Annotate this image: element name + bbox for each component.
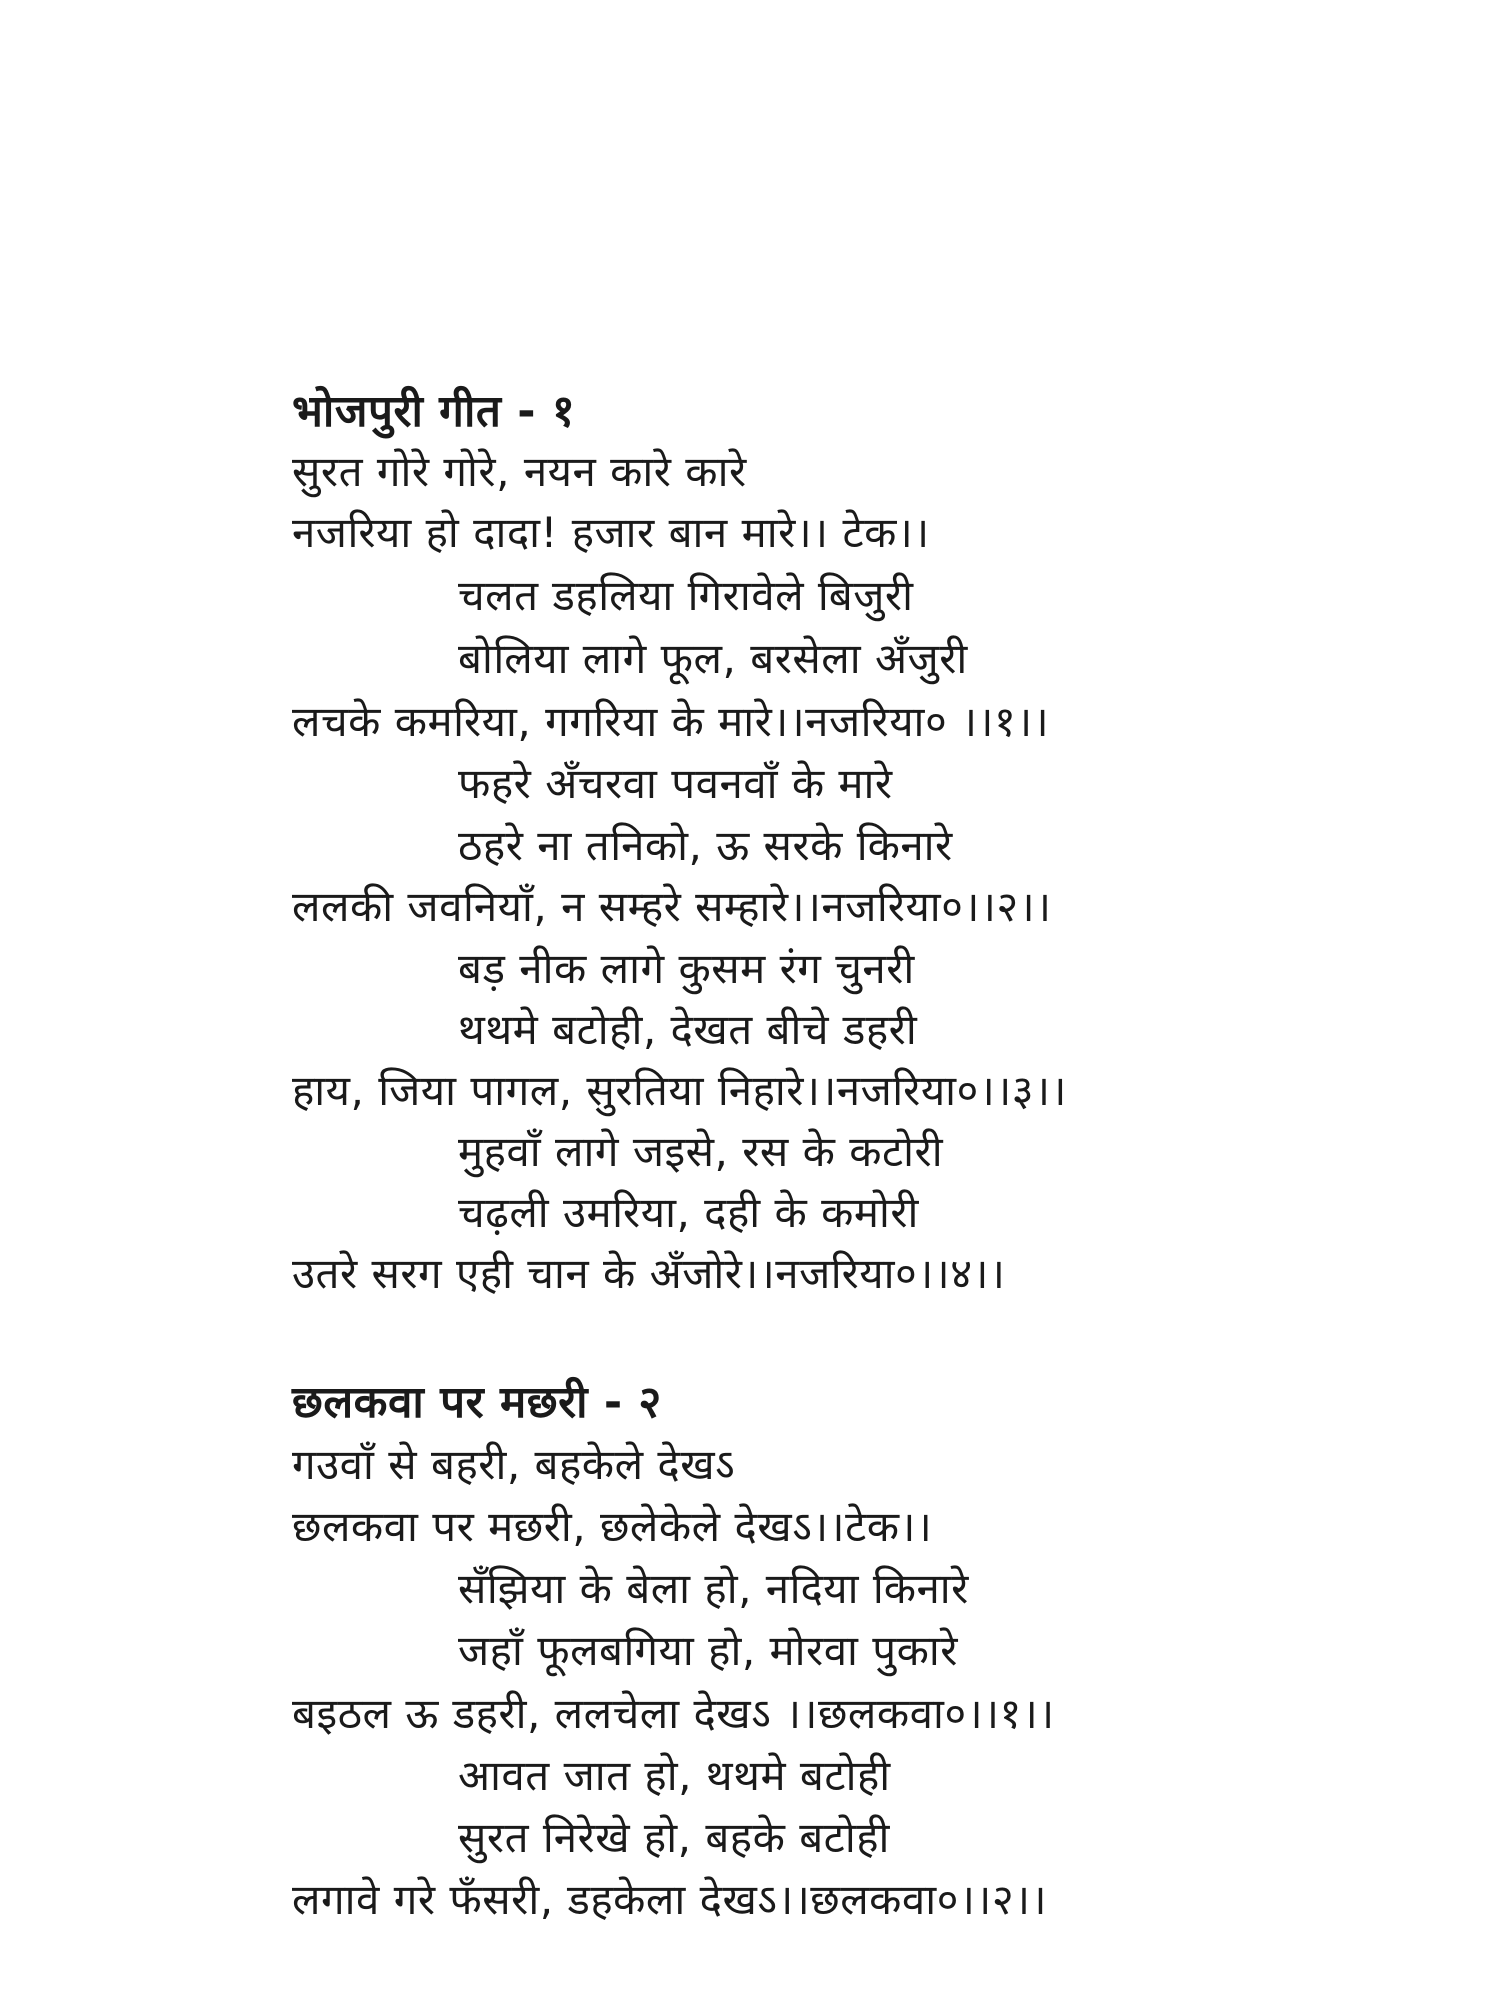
song-1-line-1: सुरत गोरे गोरे, नयन कारे कारे [292,447,747,496]
song-2-line-1: गउवाँ से बहरी, बहकेले देखऽ [292,1440,736,1489]
song-1-line-10: थथमे बटोही, देखत बीचे डहरी [458,1005,918,1054]
song-2-line-2: छलकवा पर मछरी, छलेकेले देखऽ।।टेक।। [292,1502,933,1551]
song-1-line-9: बड़ नीक लागे कुसम रंग चुनरी [458,944,915,993]
song-2-line-4: जहाँ फूलबगिया हो, मोरवा पुकारे [458,1626,958,1675]
song-1-line-13: चढ़ली उमरिया, दही के कमोरी [458,1188,919,1237]
song-1-line-5: लचके कमरिया, गगरिया के मारे।।नजरिया० ।।१।। [292,697,1050,746]
song-1-line-7: ठहरे ना तनिको, ऊ सरके किनारे [458,821,953,870]
song-2-line-6: आवत जात हो, थथमे बटोही [458,1751,891,1800]
song-2-line-3: सँझिया के बेला हो, नदिया किनारे [458,1564,969,1613]
song-1-title: भोजपुरी गीत - १ [292,386,576,437]
song-1-line-12: मुहवाँ लागे जइसे, रस के कटोरी [458,1127,944,1176]
song-2-line-8: लगावे गरे फँसरी, डहकेला देखऽ।।छलकवा०।।२।। [292,1875,1048,1924]
song-1-line-4: बोलिया लागे फूल, बरसेला अँजुरी [458,634,968,683]
song-2-line-5: बइठल ऊ डहरी, ललचेला देखऽ ।।छलकवा०।।१।। [292,1689,1055,1738]
song-1-line-6: फहरे अँचरवा पवनवाँ के मारे [458,759,893,808]
song-1-line-2: नजरिया हो दादा! हजार बान मारे।। टेक।। [292,508,930,557]
song-1-line-3: चलत डहलिया गिरावेले बिजुरी [458,571,914,620]
song-1-line-8: ललकी जवनियाँ, न सम्हरे सम्हारे।।नजरिया०।।२।। [292,882,1052,931]
song-1-line-14: उतरे सरग एही चान के अँजोरे।।नजरिया०।।४।। [292,1249,1006,1298]
song-2-line-7: सुरत निरेखे हो, बहके बटोही [458,1813,890,1862]
song-2-title: छलकवा पर मछरी - २ [292,1377,662,1428]
song-1-line-11: हाय, जिया पागल, सुरतिया निहारे।।नजरिया०।।३।। [292,1066,1067,1115]
